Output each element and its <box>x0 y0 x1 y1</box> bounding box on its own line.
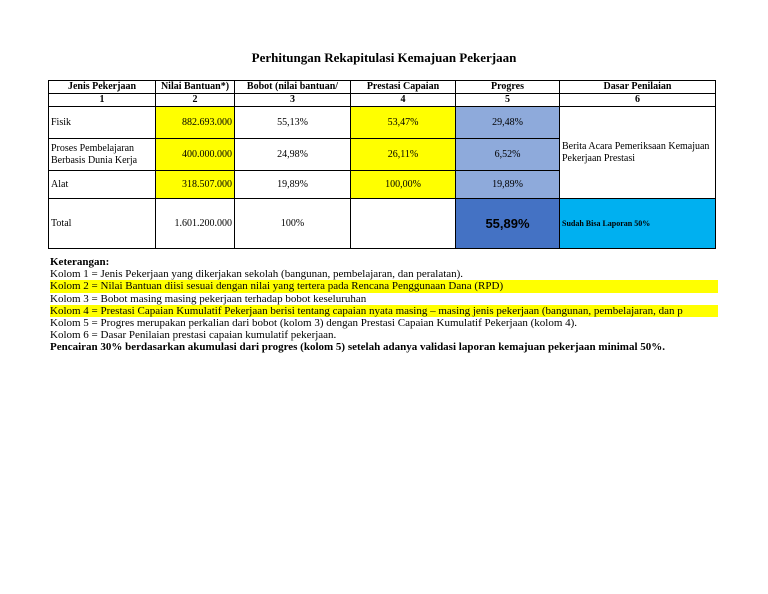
prestasi-cell: 53,47% <box>351 107 456 139</box>
column-number: 6 <box>560 94 716 107</box>
notes-section <box>50 256 718 354</box>
dasar-penilaian-cell: Berita Acara Pemeriksaan Kemajuan Pekerjaan Prestasi <box>560 107 716 199</box>
note-item: Kolom 6 = Dasar Penilaian prestasi capaian kumulatif pekerjaan. <box>50 329 337 342</box>
note-item: Kolom 5 = Progres merupakan perkalian dari bobot (kolom 3) dengan Prestasi Capaian Kumulatif Pekerjaan (kolom 4). <box>50 317 578 330</box>
note-item-highlighted: Kolom 4 = Prestasi Capaian Kumulatif Pekerjaan berisi tentang capaian nyata masing – masing jenis pekerjaan (bangunan, pembelajaran, dan p <box>50 305 718 317</box>
nilai-cell: 400.000.000 <box>156 139 235 171</box>
bobot-cell: 24,98% <box>235 139 351 171</box>
total-nilai: 1.601.200.000 <box>156 199 235 249</box>
prestasi-cell: 100,00% <box>351 171 456 199</box>
total-bobot: 100% <box>235 199 351 249</box>
prestasi-cell: 26,11% <box>351 139 456 171</box>
table-row <box>49 107 716 139</box>
page-title: Perhitungan Rekapitulasi Kemajuan Pekerjaan <box>251 50 517 65</box>
column-number: 5 <box>456 94 560 107</box>
jenis-cell: Fisik <box>49 107 156 139</box>
total-label: Total <box>49 199 156 249</box>
column-number: 1 <box>49 94 156 107</box>
note-item-highlighted: Kolom 2 = Nilai Bantuan diisi sesuai dengan nilai yang tertera pada Rencana Penggunaan Dana (RPD) <box>50 280 718 292</box>
header-cell-prestasi: Prestasi Capaian <box>351 81 456 94</box>
column-number: 3 <box>235 94 351 107</box>
header-cell-nilai: Nilai Bantuan*) <box>156 81 235 94</box>
progres-cell: 6,52% <box>456 139 560 171</box>
progres-cell: 29,48% <box>456 107 560 139</box>
recap-table <box>48 80 716 249</box>
header-cell-dasar: Dasar Penilaian <box>560 81 716 94</box>
progres-cell: 19,89% <box>456 171 560 199</box>
notes-footer: Pencairan 30% berdasarkan akumulasi dari progres (kolom 5) setelah adanya validasi laporan kemajuan pekerjaan minimal 50%. <box>50 341 666 354</box>
header-row <box>49 81 716 94</box>
nilai-cell: 882.693.000 <box>156 107 235 139</box>
header-cell-bobot: Bobot (nilai bantuan/ <box>235 81 351 94</box>
note-item: Kolom 1 = Jenis Pekerjaan yang dikerjakan sekolah (bangunan, pembelajaran, dan peralatan). <box>50 268 464 281</box>
header-cell-progres: Progres <box>456 81 560 94</box>
header-cell-jenis: Jenis Pekerjaan <box>49 81 156 94</box>
bobot-cell: 55,13% <box>235 107 351 139</box>
total-prestasi <box>351 199 456 249</box>
column-number-row <box>49 94 716 107</box>
status-badge: Sudah Bisa Laporan 50% <box>560 199 716 249</box>
nilai-cell: 318.507.000 <box>156 171 235 199</box>
note-item: Kolom 3 = Bobot masing masing pekerjaan terhadap bobot keseluruhan <box>50 292 367 305</box>
column-number: 4 <box>351 94 456 107</box>
total-progres: 55,89% <box>456 199 560 249</box>
jenis-cell: Proses Pembelajaran Berbasis Dunia Kerja <box>49 139 156 171</box>
jenis-cell: Alat <box>49 171 156 199</box>
total-row <box>49 199 716 249</box>
bobot-cell: 19,89% <box>235 171 351 199</box>
column-number: 2 <box>156 94 235 107</box>
notes-heading: Keterangan: <box>50 256 110 268</box>
